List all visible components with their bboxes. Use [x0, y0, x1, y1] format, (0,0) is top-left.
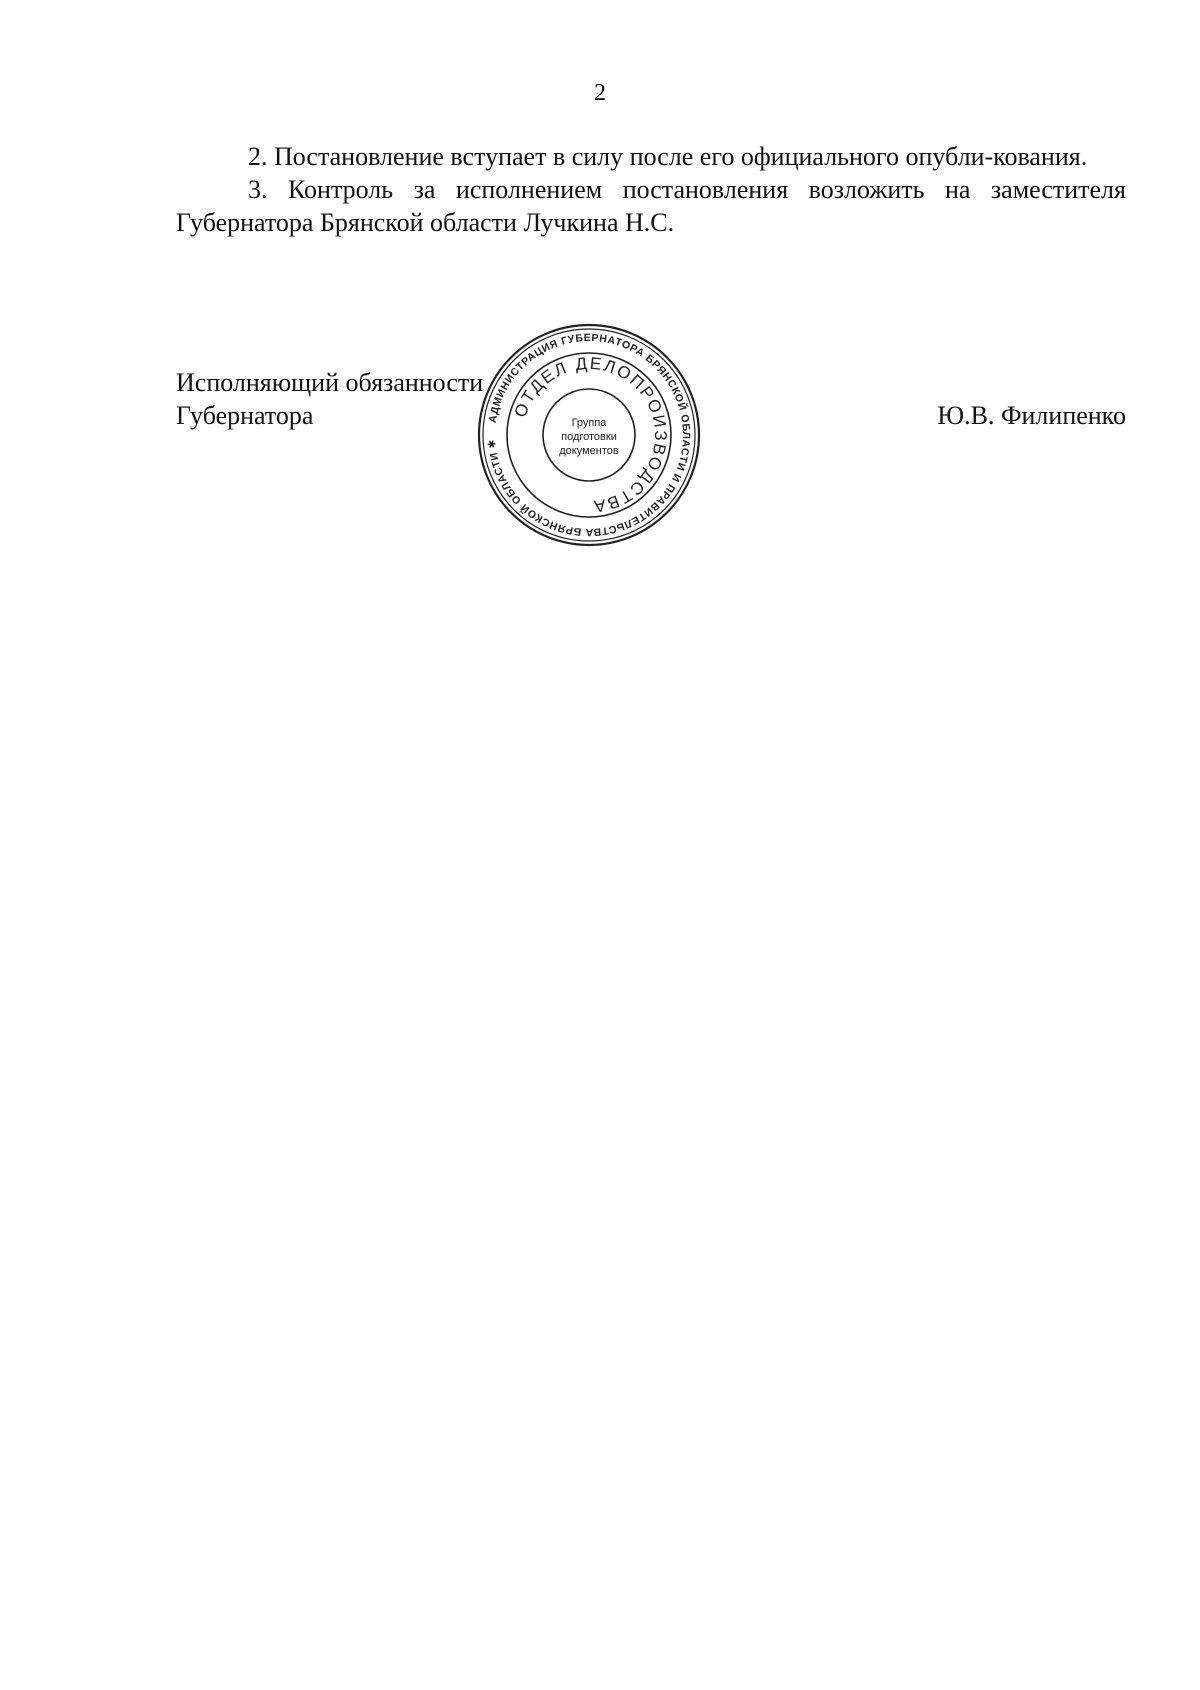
signatory-position-line1: Исполняющий обязанности: [176, 368, 484, 397]
signatory-name: Ю.В. Филипенко: [937, 401, 1126, 430]
paragraph-2: 2. Постановление вступает в силу после его официального опубли-кования.: [248, 142, 1088, 171]
stamp-center-line2: подготовки: [561, 431, 617, 443]
stamp-inner-text: ОТДЕЛ ДЕЛОПРОИЗВОДСТВА: [510, 353, 671, 517]
document-body: [176, 140, 1126, 239]
paragraph-3: 3. Контроль за исполнением постановления возложить на заместителя Губернатора Брянской области Лучкина Н.С.: [176, 175, 1126, 237]
stamp-center-line1: Группа: [571, 417, 607, 429]
official-stamp: [476, 322, 702, 548]
stamp-outer-text: АДМИНИСТРАЦИЯ ГУБЕРНАТОРА БРЯНСКОЙ ОБЛАСТИ И ПРАВИТЕЛЬСТВА БРЯНСКОЙ ОБЛАСТИ ✱: [485, 331, 693, 539]
signatory-position: [176, 366, 483, 432]
stamp-center-line3: документов: [559, 445, 619, 457]
official-stamp-seal: [476, 322, 702, 548]
signatory-position-line2: Губернатора: [176, 401, 314, 430]
page-number: 2: [594, 80, 606, 106]
